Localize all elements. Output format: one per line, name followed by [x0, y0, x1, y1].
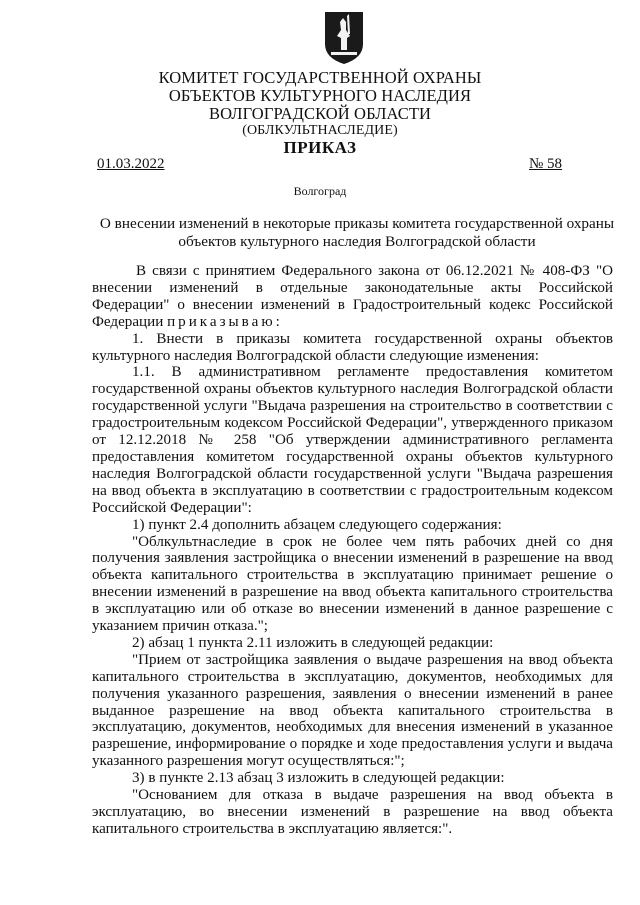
document-number: № 58 — [529, 156, 563, 172]
paragraph-item-3: 3) в пункте 2.13 абзац 3 изложить в следующей редакции: — [132, 770, 505, 787]
document-type: ПРИКАЗ — [283, 138, 357, 157]
paragraph-item-1-text: "Облкультнаследие в срок не более чем пять рабочих дней со дня получения заявления застройщика о внесении изменений в разрешение на ввод объекта капитального строительства в эксплуатацию принимает решение о внесении изменений в разрешение на ввод объекта капитального строительства в эксплуатацию или об отказе во внесении изменений в данное разрешение с указанием причин отказа."; — [92, 533, 613, 635]
volgograd-coat-of-arms-icon — [323, 10, 365, 66]
paragraph-item-2: 2) абзац 1 пункта 2.11 изложить в следующей редакции: — [132, 634, 494, 651]
document-date: 01.03.2022 — [97, 156, 165, 172]
document-city: Волгоград — [293, 184, 347, 198]
committee-title-line-1: КОМИТЕТ ГОСУДАРСТВЕННОЙ ОХРАНЫ — [158, 68, 482, 87]
paragraph-item-1: 1) пункт 2.4 дополнить абзацем следующего содержания: — [132, 516, 502, 533]
paragraph-item-2-text: "Прием от застройщика заявления о выдаче разрешения на ввод объекта капитального строительства в эксплуатацию, документов, необходимых для получения указанного разрешения, заявления о внесении изменений в ранее выданное разрешение на ввод объекта капитального строительства в эксплуатацию, документов, необходимых для внесения изменений в указанное разрешение, информирование о порядке и ходе предоставления услуги и выдача указанного разрешения могут осуществляться:"; — [92, 651, 613, 770]
committee-abbreviation: (ОБЛКУЛЬТНАСЛЕДИЕ) — [242, 123, 398, 138]
preamble-text: В связи с принятием Федерального закона от 06.12.2021 № 408-ФЗ "О внесении изменений в отдельные законодательные акты Российской Федерации" о внесении изменений в Градостроительный кодекс Российской Федерации — [92, 263, 613, 330]
paragraph-preamble — [92, 263, 613, 331]
order-word: приказываю: — [167, 313, 283, 330]
document-subject: О внесении изменений в некоторые приказы комитета государственной охраны объектов культурного наследия Волгоградской области — [99, 215, 615, 250]
paragraph-1: 1. Внести в приказы комитета государственной охраны объектов культурного наследия Волгоградской области следующие изменения: — [92, 330, 613, 364]
committee-title-line-3: ВОЛГОГРАДСКОЙ ОБЛАСТИ — [208, 104, 432, 123]
committee-title-line-2: ОБЪЕКТОВ КУЛЬТУРНОГО НАСЛЕДИЯ — [168, 86, 472, 105]
document-body — [92, 263, 613, 838]
paragraph-item-3-text: "Основанием для отказа в выдаче разрешения на ввод объекта в эксплуатацию, во внесении изменений в разрешение на ввод объекта капитального строительства в эксплуатацию является:". — [92, 787, 613, 837]
paragraph-1-1: 1.1. В административном регламенте предоставления комитетом государственной охраны объектов культурного наследия Волгоградской области государственной услуги "Выдача разрешения на строительство в соответствии с градостроительным кодексом Российской Федерации", утвержденного приказом от 12.12.2018 № 258 "Об утверждении административного регламента предоставления комитетом государственной охраны объектов культурного наследия Волгоградской области государственной услуги "Выдача разрешения на ввод объекта в эксплуатацию в соответствии с градостроительным кодексом Российской Федерации": — [92, 364, 613, 516]
